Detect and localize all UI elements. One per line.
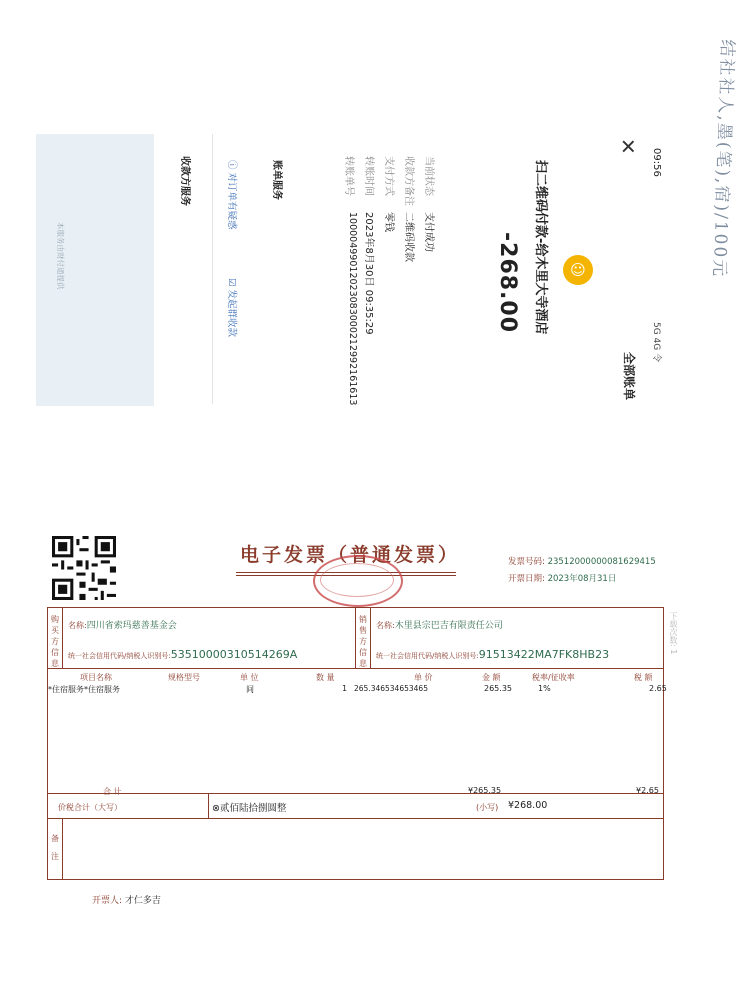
buyer-name: 四川省索玛慈善基金会 <box>86 621 177 631</box>
detail-value: 支付成功 <box>423 212 434 252</box>
seller-name-row <box>376 618 503 631</box>
seller-name: 木里县宗巴吉有限责任公司 <box>394 621 503 631</box>
official-seal-inner <box>320 563 394 597</box>
group-payment-link[interactable] <box>226 278 240 337</box>
item-rate: 1% <box>538 684 551 693</box>
col-divider <box>355 608 356 668</box>
row-divider <box>48 668 663 669</box>
buyer-tax-id: 53510000310514269A <box>170 648 298 661</box>
invoice-title: 电子发票（普通发票） <box>240 544 461 566</box>
issuer-label: 开票人: <box>92 896 123 906</box>
handwritten-note: 结社社人,墨(笔),宿)/100元 <box>708 39 738 279</box>
divider <box>212 134 213 404</box>
merchant-title: 扫二维码付款-给木里大寺酒店 <box>533 160 548 335</box>
invoice-number-label: 发票号码: <box>508 557 545 567</box>
qr-code-icon <box>52 536 116 600</box>
invoice-date-value: 2023年08月31日 <box>547 574 617 584</box>
order-doubt-label: 对订单有疑惑 <box>226 172 237 230</box>
col-divider <box>62 608 63 668</box>
buyer-name-label: 名称: <box>68 621 87 630</box>
item-price: 265.346534653465 <box>354 684 428 693</box>
invoice-table <box>47 607 667 880</box>
detail-value: 2023年8月30日 09:35:29 <box>363 212 374 335</box>
col-divider <box>62 818 63 879</box>
total-tax: ¥2.65 <box>636 786 659 795</box>
buyer-tax-row <box>68 648 297 661</box>
detail-label: 支付方式 <box>383 156 394 196</box>
order-doubt-link[interactable] <box>226 160 240 230</box>
item-name: *住宿服务*住宿服务 <box>48 685 120 694</box>
payment-amount: -268.00 <box>495 232 520 334</box>
seller-section-label: 销售方信息 <box>359 615 367 668</box>
close-icon[interactable]: ✕ <box>616 138 640 155</box>
col-header: 数 量 <box>316 673 335 682</box>
col-header: 单 位 <box>240 673 259 682</box>
sum-words-label: 价税合计（大写） <box>58 803 122 812</box>
item-qty: 1 <box>342 684 348 693</box>
row-divider <box>48 818 663 819</box>
status-time: 09:56 <box>651 148 662 177</box>
buyer-tax-label: 统一社会信用代码/纳税人识别号: <box>68 652 171 660</box>
total-amount: ¥265.35 <box>468 786 502 795</box>
sum-small: ¥268.00 <box>508 800 548 811</box>
all-bills-link[interactable]: 全部账单 <box>622 352 636 401</box>
bill-service-title: 账单服务 <box>271 160 282 200</box>
edit-icon: ☑ <box>226 278 237 290</box>
seller-tax-id: 91513422MA7FK8HB23 <box>478 648 610 661</box>
col-header: 项目名称 <box>80 673 112 682</box>
row-divider <box>48 793 663 794</box>
detail-label: 转账单号 <box>343 156 354 196</box>
col-header: 单 价 <box>414 673 433 682</box>
col-divider <box>208 793 209 818</box>
notice-strip <box>36 134 154 406</box>
question-icon: ⓘ <box>226 160 237 173</box>
col-header: 税 额 <box>634 673 653 682</box>
seller-tax-row <box>376 648 609 661</box>
seller-tax-label: 统一社会信用代码/纳税人识别号: <box>376 652 479 660</box>
invoice-date <box>508 572 616 584</box>
sum-small-label: (小写) <box>476 803 499 812</box>
item-amount: 265.35 <box>484 684 512 693</box>
col-divider <box>370 608 371 668</box>
sum-words: ⊗贰佰陆拾捌圆整 <box>212 803 287 814</box>
detail-label: 当前状态 <box>423 156 434 196</box>
buyer-section-label: 购买方信息 <box>51 615 59 668</box>
invoice-number <box>508 555 656 567</box>
notice-text: 本服务由财付通提供 <box>56 222 65 290</box>
col-header: 规格型号 <box>168 673 200 682</box>
total-label: 合 计 <box>103 787 122 796</box>
download-count: 下载次数: 1 <box>669 612 678 655</box>
payee-service-title: 收款方服务 <box>179 156 190 206</box>
item-unit: 间 <box>246 685 254 694</box>
buyer-name-row <box>68 618 177 631</box>
seller-name-label: 名称: <box>376 621 395 630</box>
col-header: 税率/征收率 <box>532 673 575 682</box>
detail-value: 二维码收款 <box>403 212 414 262</box>
detail-label: 转账时间 <box>363 156 374 196</box>
col-header: 金 额 <box>482 673 501 682</box>
item-tax: 2.65 <box>649 684 667 693</box>
group-payment-label: 发起群收款 <box>226 289 237 338</box>
detail-value: 零钱 <box>383 212 394 232</box>
detail-value: 10000499012023083000212992161613 <box>347 212 358 406</box>
issuer-name: 才仁多吉 <box>124 896 161 906</box>
issuer <box>92 893 161 906</box>
merchant-logo-icon: ☺ <box>563 255 593 285</box>
signal-icons: 5G 4G 令 <box>651 322 661 363</box>
invoice-number-value: 23512000000081629415 <box>547 557 656 567</box>
detail-label: 收款方备注 <box>403 156 414 206</box>
invoice-date-label: 开票日期: <box>508 574 545 584</box>
remarks-label: 备注 <box>51 834 59 861</box>
